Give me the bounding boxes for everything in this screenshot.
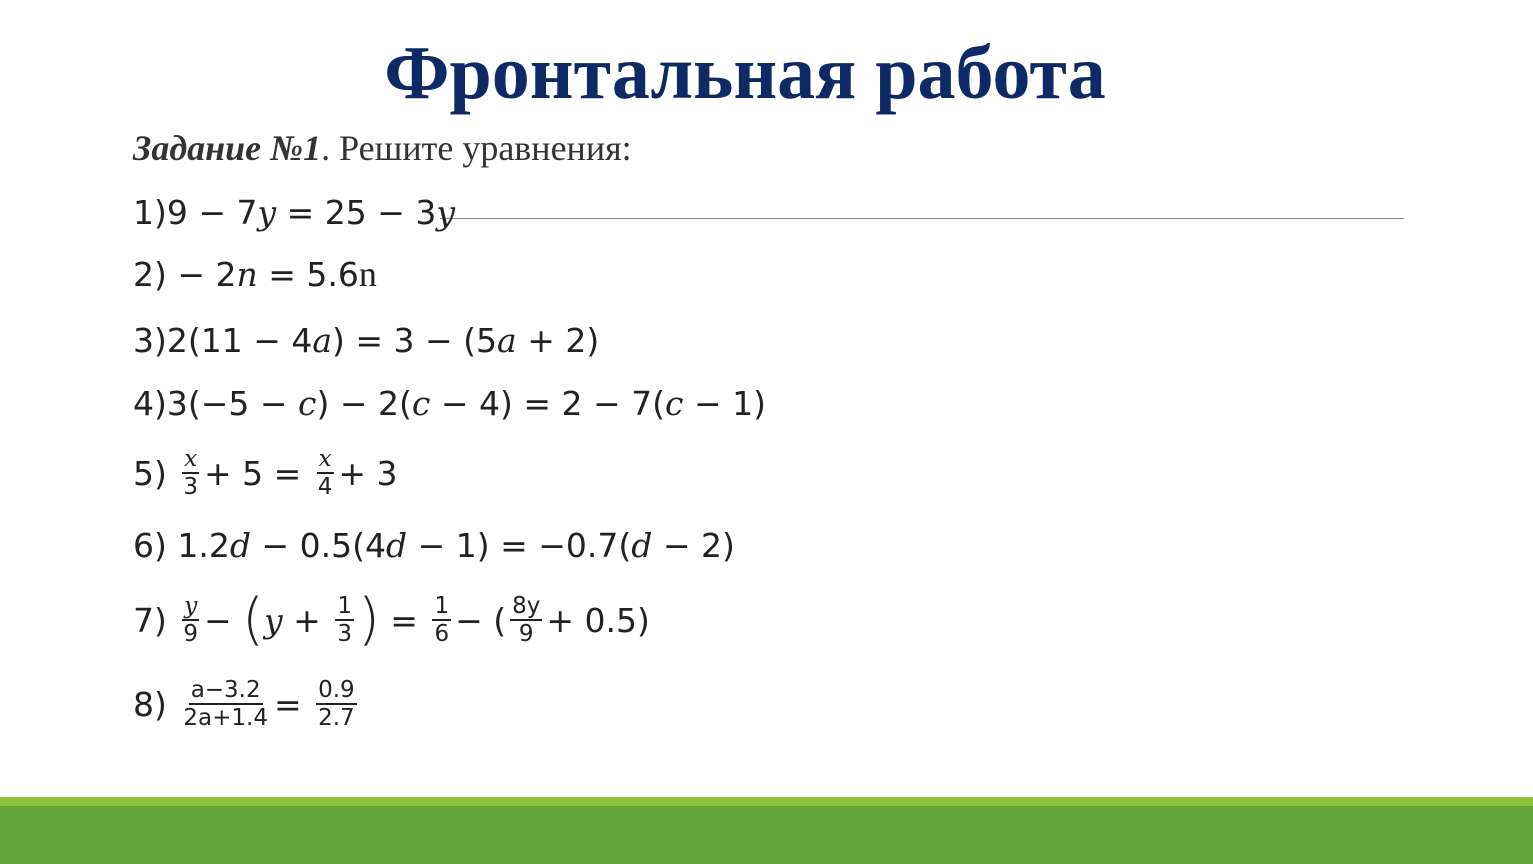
task-heading <box>133 126 632 170</box>
fraction: $\frac{1}{6}$ <box>434 593 450 647</box>
footer-bar <box>0 806 1533 864</box>
fraction: $\frac{1}{3}$ <box>337 593 352 647</box>
equation-5: 5) $\frac{x}{3}$ + 5 = $\frac{x}{4}$ + 3 <box>133 446 398 500</box>
footer-bar-light <box>0 797 1533 806</box>
fraction: $\frac{x}{4}$ <box>317 446 333 500</box>
equation-4: 4)3(−5 − c) − 2(c − 4) = 2 − 7(c − 1) <box>133 383 766 423</box>
task-text: . Решите уравнения: <box>321 128 632 168</box>
equation-6: 6) 1.2d − 0.5(4d − 1) = −0.7(d − 2) <box>133 525 735 565</box>
equation-3: 3)2(11 − 4a) = 3 − (5a + 2) <box>133 320 600 360</box>
equation-7: 7) $\frac{y}{9}$ − ( y + $\frac{1}{3}$ ) = $\frac{1}{6}$ − ( $\frac{8y}{9}$ + 0.5) <box>133 587 650 652</box>
fraction: $\frac{y}{9}$ <box>183 593 199 647</box>
fraction: $\frac{8y}{9}$ <box>512 593 541 647</box>
slide-title: Фронтальная работа <box>384 31 1106 115</box>
task-label: Задание №1 <box>133 128 322 168</box>
horizontal-rule <box>440 218 1404 219</box>
fraction: $\frac{a-3.2}{2a+1.4}$ <box>183 677 268 731</box>
fraction: $\frac{x}{3}$ <box>183 446 199 500</box>
fraction: $\frac{0.9}{2.7}$ <box>318 677 355 731</box>
equation-8: 8) $\frac{a-3.2}{2a+1.4}$ = $\frac{0.9}{2.7}$ <box>133 677 355 731</box>
equation-1: 1)9 − 7y = 25 − 3y <box>133 192 456 232</box>
equation-2: 2) − 2n = 5.6n <box>133 254 377 294</box>
